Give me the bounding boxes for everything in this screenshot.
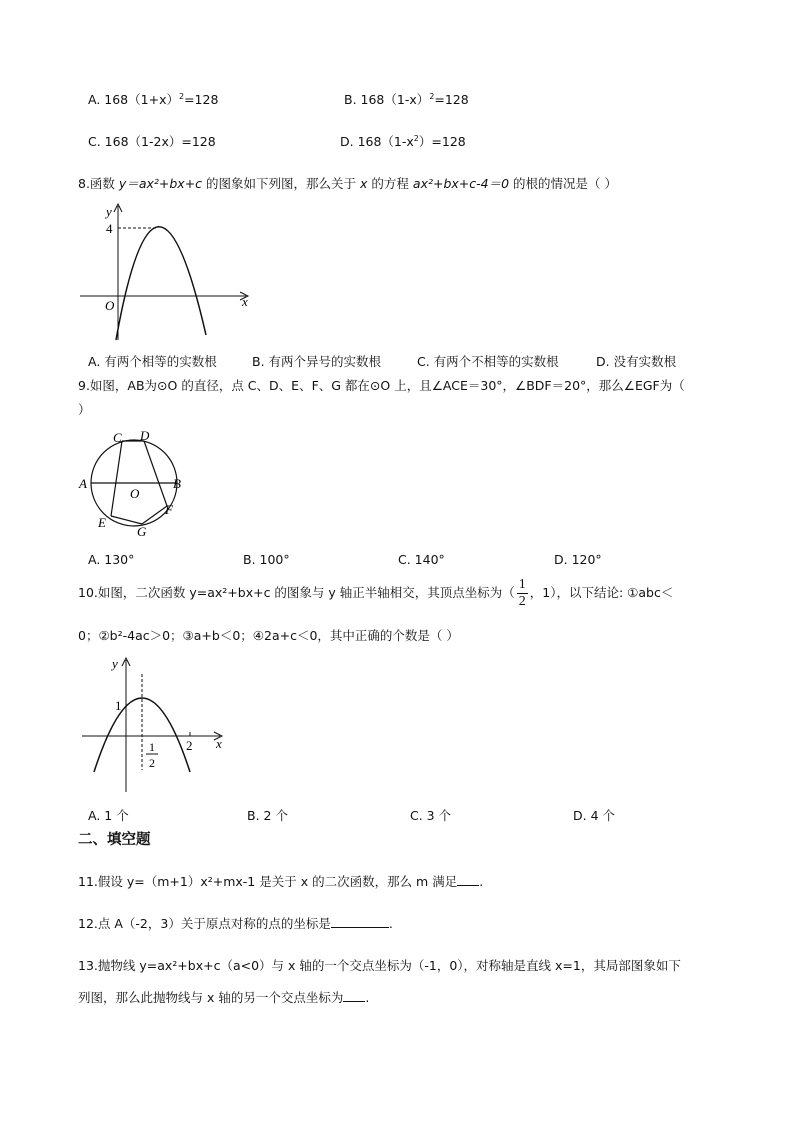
q8-option-a-text: A. 有两个相等的实数根 [88,354,217,369]
q8-equation: ax²+bx+c-4＝0 [412,176,510,191]
q11-end: . [479,874,484,889]
q9-option-a-text: A. 130° [88,552,135,567]
q10-option-c [410,806,451,824]
q8-option-b-text: B. 有两个异号的实数根 [252,354,382,369]
q7-option-a [88,90,218,108]
q8-stem-middle: 的图象如下列图，那么关于 [206,176,357,191]
q10-vertex-den: 2 [518,594,526,609]
q10-parabola-graph [74,652,234,797]
q11-answer-blank[interactable] [457,874,479,886]
q8-option-d [596,352,676,370]
q10-option-b-text: B. 2 个 [247,808,288,823]
q7-option-b-text: B. 168（1-x） [344,92,430,107]
q10-option-d-text: D. 4 个 [573,808,615,823]
q9-stem-line1-text: 9.如图，AB为⊙O 的直径，点 C、D、E、F、G 都在⊙O 上，且∠ACE＝30°，∠BDF＝20°，那么∠EGF为（ [78,378,685,393]
q8-stem [78,174,617,192]
q9-stem-line2-text: ） [78,402,91,417]
q10-stem-prefix: 10.如图，二次函数 y=ax²+bx+c 的图象与 y 轴正半轴相交，其顶点坐标为（ [78,585,515,600]
q8-option-a [88,352,217,370]
q9-option-d-text: D. 120° [554,552,602,567]
q10-max-label: 1 [115,698,122,713]
q12 [78,914,393,932]
q7-option-c-text: C. 168（1-2x）=128 [88,134,216,149]
q7-option-d-sup: 2 [413,133,419,143]
q8-parabola-graph [70,198,260,343]
q9-line-df [144,441,167,506]
q8-option-d-text: D. 没有实数根 [596,354,677,369]
q10-stem-line2-text: 0；②b²-4ac＞0；③a+b＜0；④2a+c＜0，其中正确的个数是（ ） [78,628,459,643]
q8-option-c-text: C. 有两个不相等的实数根 [417,354,559,369]
q10-stem-line1 [78,578,673,609]
q9-label-f: F [165,502,173,517]
q8-parabola-curve [116,227,206,340]
q9-option-b-text: B. 100° [243,552,290,567]
q10-axis-frac-den: 2 [149,756,155,770]
section-fill-in-heading [78,828,151,849]
q13-answer-blank[interactable] [343,990,365,1002]
q13-line2 [78,988,369,1006]
q13-line1 [78,956,681,974]
q9-circle-figure [74,426,194,541]
q12-answer-blank[interactable] [331,916,389,928]
q9-label-g: G [137,524,147,539]
q9-option-b [243,552,290,567]
q7-option-d-text: D. 168（1-x [340,134,414,149]
q7-option-a-text: A. 168（1+x） [88,92,179,107]
q10-option-c-text: C. 3 个 [410,808,452,823]
q9-label-e: E [98,515,106,530]
q7-option-a-sup: 2 [178,91,185,101]
q9-option-c-text: C. 140° [398,552,445,567]
q12-text: 12.点 A（-2，3）关于原点对称的点的坐标是 [78,916,331,931]
q10-stem-line2 [78,626,459,644]
q10-vertex-fraction [517,578,528,609]
q10-x-label: x [216,736,222,751]
q9-stem-line2 [78,400,91,418]
q13-line1-text: 13.抛物线 y=ax²+bx+c（a<0）与 x 轴的一个交点坐标为（-1，0），对称轴是直线 x=1，其局部图象如下 [78,958,681,973]
q8-function: y＝ax²+bx+c [118,176,203,191]
q7-option-d-tail: ）=128 [418,134,466,149]
q9-label-d: D [140,428,150,443]
q10-stem-suffix: ，1），以下结论: ①abc＜ [529,585,674,600]
q7-option-b-sup: 2 [429,91,435,101]
q8-stem-suffix: 的根的情况是（ ） [513,176,618,191]
q9-option-a [88,552,134,567]
q9-line-ce [111,441,122,516]
q7-option-c [88,132,216,150]
q9-option-c [398,552,445,567]
q10-axis-frac-num: 1 [149,740,155,754]
q13-line2-text: 列图，那么此抛物线与 x 轴的另一个交点坐标为 [78,990,344,1005]
q9-label-o: O [130,486,140,501]
q11-text: 11.假设 y=（m+1）x²+mx-1 是关于 x 的二次函数，那么 m 满足 [78,874,458,889]
q8-var-x: x [360,176,368,191]
q9-option-d [554,552,602,567]
q9-label-c: C [113,430,122,445]
q10-option-a-text: A. 1 个 [88,808,129,823]
q9-label-b: B [173,476,181,491]
q12-end: . [388,916,393,931]
q9-label-a: A [79,476,87,491]
q7-option-a-tail: =128 [184,92,219,107]
q11 [78,872,483,890]
q9-line-eg [111,516,142,524]
q8-option-b [252,352,381,370]
section-fill-in-heading-text: 二、填空题 [78,832,151,848]
q13-end: . [365,990,370,1005]
q8-max-label: 4 [106,221,113,236]
q10-y-label: y [112,656,118,671]
q10-x-tick-label: 2 [186,738,193,753]
q7-option-b-tail: =128 [434,92,469,107]
q8-stem-middle2: 的方程 [371,176,409,191]
q9-stem-line1 [78,376,685,394]
q8-option-c [417,352,559,370]
q8-y-label: y [106,204,112,219]
q10-option-b [247,806,288,824]
q8-x-label: x [242,294,248,309]
q10-vertex-num: 1 [518,577,526,592]
q10-option-a [88,806,129,824]
q7-option-d [340,132,466,150]
q7-option-b [344,90,469,108]
q8-stem-prefix: 8.函数 [78,176,115,191]
q8-origin-label: O [105,298,115,313]
q10-option-d [573,806,615,824]
